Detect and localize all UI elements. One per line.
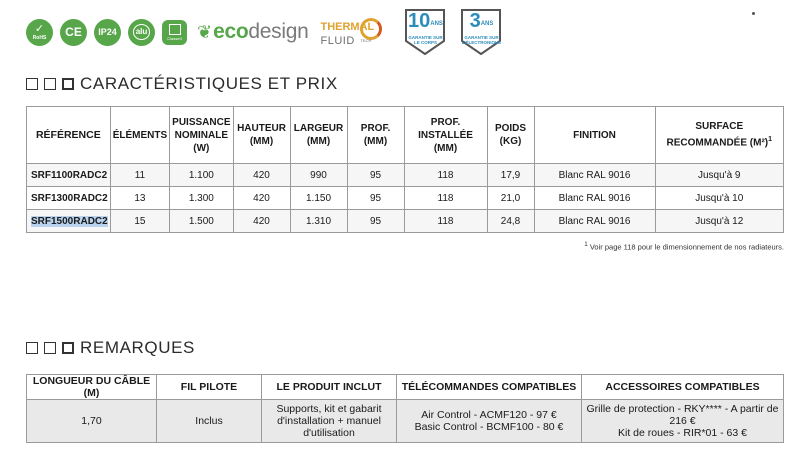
table-row: 1,70 Inclus Supports, kit et gabarit d'installation + manuel d'utilisation Air Control - ACMF120 - 97 € Basic Control - BCMF100 - 80 € Grille de protection - RKY**** - A partir de 216 € Kit de roues - RIR*01 - 63 € bbox=[27, 400, 784, 443]
table-row: SRF1300RADC2 13 1.300 420 1.150 95 118 21,0 Blanc RAL 9016 Jusqu'à 10 bbox=[27, 187, 784, 210]
aluminium-badge-icon: alu bbox=[128, 19, 155, 46]
dot-mark bbox=[752, 12, 755, 15]
footnote: $^1$ Voir page 118 pour le dimensionnement de nos radiateurs. bbox=[584, 241, 784, 252]
square-icon bbox=[62, 342, 74, 354]
warranty-10-years-badge: $10^{ANS}$ GARANTIE SUR LE CORPS bbox=[402, 7, 448, 57]
ce-badge-icon: CE bbox=[60, 19, 87, 46]
remarks-table bbox=[26, 374, 784, 443]
header-depth: PROF. (MM) bbox=[347, 107, 404, 164]
square-icon bbox=[26, 342, 38, 354]
header-width: LARGEUR (MM) bbox=[290, 107, 347, 164]
header-finish: FINITION bbox=[534, 107, 655, 164]
selected-reference-cell[interactable]: SRF1500RADC2 bbox=[27, 210, 111, 233]
header-surface: SURFACE RECOMMANDÉE $(M^2)^1$ bbox=[655, 107, 783, 164]
prices-table bbox=[26, 106, 784, 233]
ip24-badge-icon: IP24 bbox=[94, 19, 121, 46]
class-ii-badge-icon: ClasseII bbox=[162, 20, 187, 45]
table-header-row: LONGUEUR DU CÂBLE (M) FIL PILOTE LE PRODUIT INCLUT TÉLÉCOMMANDES COMPATIBLES ACCESSOIRES COMPATIBLES bbox=[27, 375, 784, 400]
certification-badges bbox=[26, 6, 514, 58]
table-row: SRF1500RADC2 15 1.500 420 1.310 95 118 24,8 Blanc RAL 9016 Jusqu'à 12 bbox=[27, 210, 784, 233]
square-icon bbox=[44, 342, 56, 354]
table-row: SRF1100RADC2 11 1.100 420 990 95 118 17,9 Blanc RAL 9016 Jusqu'à 9 bbox=[27, 164, 784, 187]
table-header-row bbox=[27, 107, 784, 164]
header-height: HAUTEUR (MM) bbox=[233, 107, 290, 164]
ecodesign-logo: ❦ eco design bbox=[197, 20, 309, 43]
leaf-icon: ❦ bbox=[197, 21, 213, 42]
header-reference: RÉFÉRENCE bbox=[27, 107, 111, 164]
rohs-badge-icon: ✓ RoHS bbox=[26, 19, 53, 46]
thermal-fluid-logo: THERMAL FLUID TECH bbox=[318, 11, 390, 53]
warranty-3-years-badge: $3^{ANS}$ GARANTIE SUR L'ÉLECTRONIQUE bbox=[458, 7, 504, 57]
section-title-prices: CARACTÉRISTIQUES ET PRIX bbox=[26, 74, 338, 94]
square-icon bbox=[26, 78, 38, 90]
square-icon bbox=[44, 78, 56, 90]
header-power: PUISSANCE NOMINALE (W) bbox=[170, 107, 233, 164]
header-weight: POIDS (KG) bbox=[487, 107, 534, 164]
section-title-remarks: REMARQUES bbox=[26, 338, 195, 358]
square-icon bbox=[62, 78, 74, 90]
header-depth-installed: PROF. INSTALLÉE (MM) bbox=[404, 107, 487, 164]
header-elements: ÉLÉMENTS bbox=[110, 107, 169, 164]
